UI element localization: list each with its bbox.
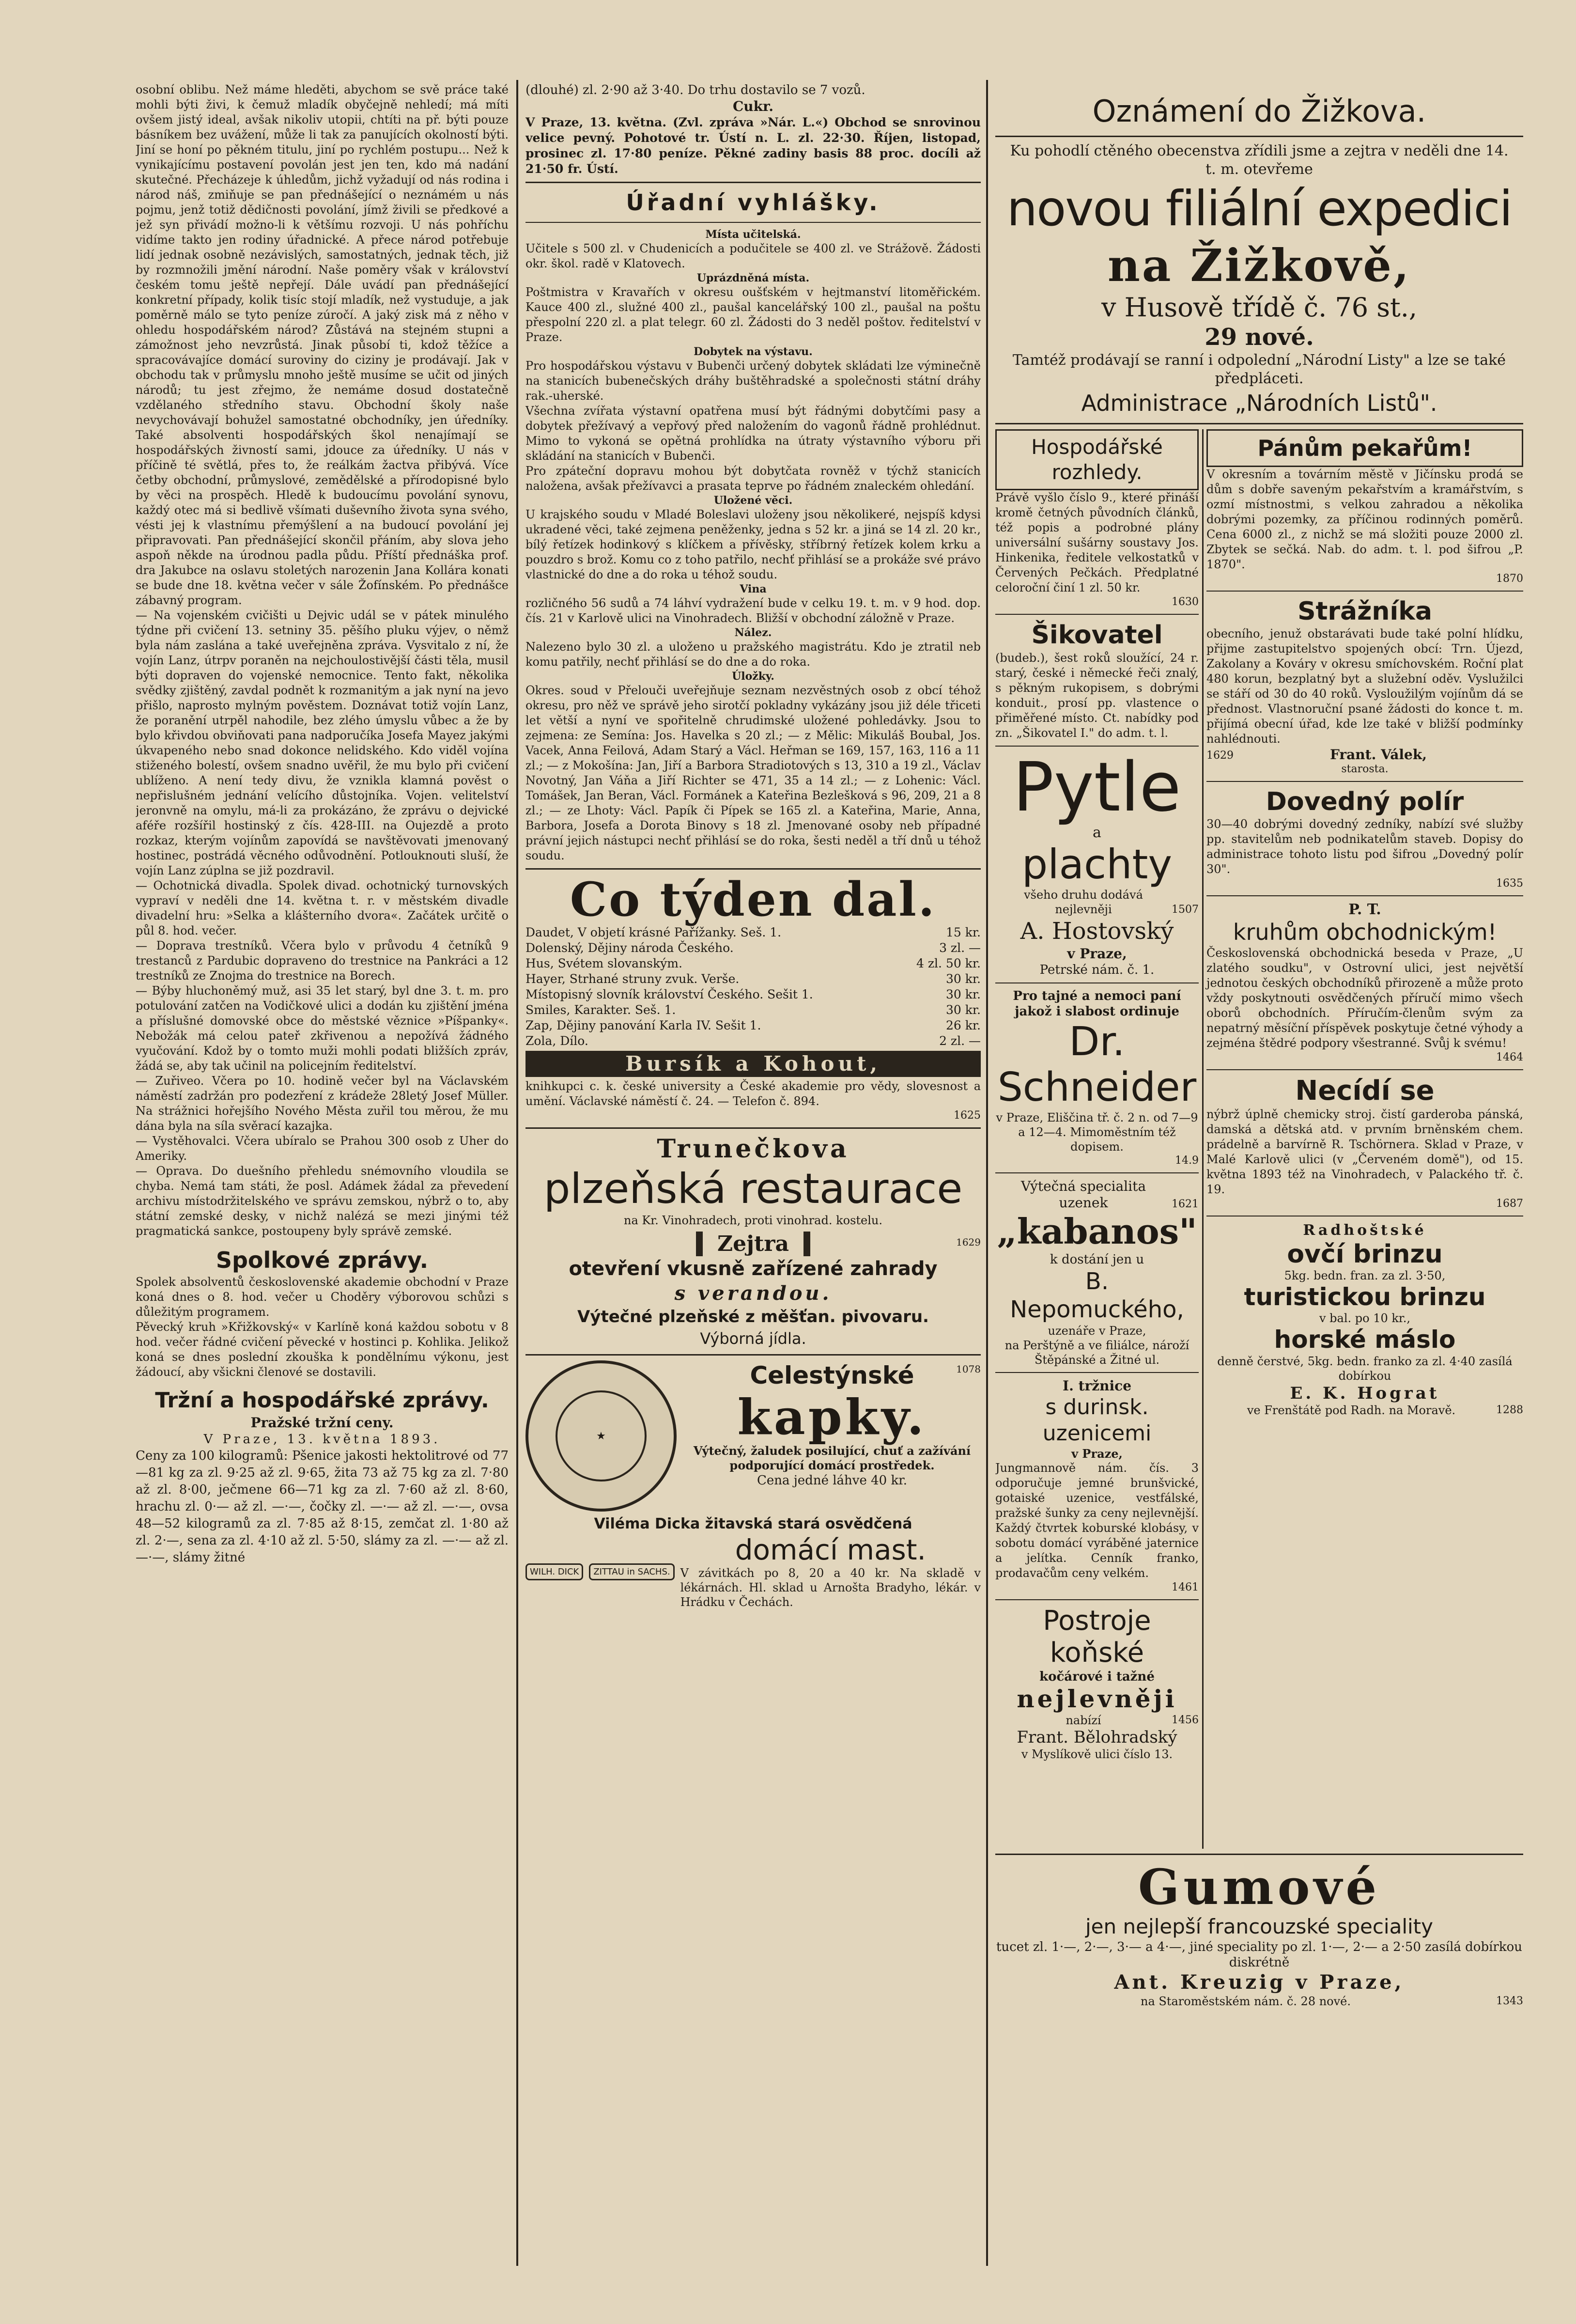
- book-row: [525, 956, 981, 971]
- divider: [995, 614, 1199, 615]
- book-title: Zola, Dílo.: [525, 1034, 588, 1048]
- ad-address: na Staroměstském nám. č. 28 nové.: [1140, 1995, 1351, 2008]
- book-row: [525, 925, 981, 940]
- book-price: 30 kr.: [945, 987, 981, 1001]
- ad-number: 1507: [1172, 904, 1199, 916]
- news-item: Pěvecký kruh »Křižkovský« v Karlíně koná každou sobotu v 8 hod. večer řádné cvičení pěvecké v hostinci p. Kohlika. Jelikož koná se dnes poslední zkouška k pondělnímu výkonu, jest žádoucí, aby všickni členové se dostavili.: [136, 1320, 509, 1379]
- ad-text: nýbrž úplně chemicky stroj. čistí garderoba pánská, damská a dětská atd. v prvním brněnském chem. prádelně a barvírně R. Tschörnera. Sklad v Praze, v Malé Karlově ulici (v „Červeném domě"), od 15. května 1893 též na Vinohradech, v Palackého tř. č. 19.: [1206, 1107, 1523, 1196]
- ad-number: 1630: [1172, 596, 1199, 608]
- article-paragraph: osobní oblibu. Než máme hleděti, abychom se svě práce také mohli býti živi, k čemuž mladík obyčejně nehledí; má míti ovšem jistý ideal, avšak nikoliv utopii, chtíti na př. býti pouze básníkem bez uvážení, může li tak za panujících okolností býti. Jiní se honí po pěkném titulu, jiní po rychlém postupu... Než k vynikajícímu postavení povolán jest jen ten, kdo má nadání skutečné. Přecházeje k úhledům, jichž vyžadují od nás rodina i národ náš, zmiňuje se pan přednášející o neznámém u nás pojmu, jenž totiž dědičnosti povolání, jímž živili se předkové a jež syn přivádí možno-li k většímu rozvoji. U nás pohříchu vidíme takto jen rodiny úřadnické. A přece národ potřebuje lidí jednak osobně nezávislých, samostatných, jednak těch, již by rozmnožili jmění národní. Naše poměry však v království českém tomu ještě nepřejí. Dále uvádí pan přednášející konkretní případy, kolik tisíc stojí mladík, než vystuduje, a jak poměrně málo se tyto peníze zúročí. A jaký zisk má z něho v ohledu hospodářském národ? Zůstává na stejném stupni a zámožnost jeho nevzrůstá. Jinak působí ti, kdož těžíce a spracovávajíce domácí suroviny do ciziny je prodávají. Jak v obchodu tak v průmyslu mnoho ještě musíme se učit od jiných národů; tu jest zřejmo, že nemáme dosud dostatečně vzdělaného středního stavu. Obchodní školy naše nevychovávají bohužel samostatné obchodníky, jen úředníky. Také absolventi hospodářských škol nenajímají se hospodářských živností sami, jdouce za úředníky. U nás v příčině té světlá, přes to, že reálkám žactva přibývá. Více četby obchodní, průmyslové, zemědělské a přírodopisné bylo by věci na prospěch. Hledě k budoucímu povolání synovu, každý otec má si bedlivě všímati duševního života syna svého, vésti jej k vlastnímu přemýšlení a na budoucí povolání jej připravovati. Pan přednášející skončil přáním, aby slova jeho aspoň někde na úrodnou padla půdu. Příští přednáška prof. dra Jakubce na oslavu stoletých narozenin Jana Kollára konati se bude dne 18. května večer v sále Žofínském. Po přednášce zábavný program.: [136, 83, 509, 607]
- ad-address: v Husově třídě č. 76 st.,: [1101, 292, 1418, 323]
- ad-title-main: Gumové: [1138, 1858, 1381, 1916]
- ad-text: 5kg. bedn. fran. za zl. 3·50,: [1284, 1269, 1446, 1282]
- book-title: Dolenský, Dějiny národa Českého.: [525, 941, 734, 955]
- section-subtitle: Cukr.: [733, 98, 773, 114]
- ad-address: Petrské nám. č. 1.: [1039, 963, 1155, 977]
- news-item: Spolek absolventů československé akademie obchodní v Praze koná dnes o 8. hod. večer u Choděry výborovou schůzi s důležitým programem.: [136, 1275, 509, 1319]
- ad-number: 14.9: [1175, 1154, 1199, 1167]
- divider: [995, 1172, 1199, 1173]
- ad-line: Výborná jídla.: [700, 1329, 806, 1348]
- divider: [1206, 781, 1523, 782]
- ad-text: Československá obchodnická beseda v Praze, „U zlatého soudku", v Ostrovní ulici, jest největší jednotou českých obchodníků přirozeně a může proto vždy poskytnouti osvědčených příručí mimo všech oborů obchodních. Příručím-členům svým za nepatrný měsíční příspěvek poskytuje četné výhody a zejména štědré podpory všestranné. Svůj k svému!: [1206, 946, 1523, 1050]
- ad-title: Oznámení do Žižkova.: [1092, 94, 1426, 129]
- ad-text: obecního, jenuž obstarávati bude také polní hlídku, přijme zastupitelstvo spojených obcí: Trn. Újezd, Zakolany a Kováry v okresu smíchovském. Roční plat 480 korun, bezplatný byt a služební oděv. Vyslužilci se stáří od 30 do 40 roků. Vysloužilým vojínům dá se přednost. Vlastnoruční psané žádosti do konce t. m. přijímá obecní úřad, kde lze také v bližší podmínky nahlédnouti.: [1206, 627, 1523, 746]
- ad-number: 1629: [956, 1236, 981, 1248]
- divider: [995, 746, 1199, 747]
- label-logo: ZITTAU in SACHS.: [589, 1563, 674, 1580]
- ad-number: 1343: [1496, 1995, 1523, 2007]
- divider: [525, 1354, 981, 1356]
- section-title: Tržní a hospodářské zprávy.: [155, 1388, 489, 1413]
- ad-text: a: [1093, 824, 1101, 841]
- news-item: — Vystěhovalci. Včera ubíralo se Prahou 300 osob z Uher do Ameriky.: [136, 1134, 509, 1163]
- ad-text: v Praze,: [1071, 1447, 1123, 1461]
- book-price: 2 zl. —: [939, 1034, 981, 1048]
- book-title: Smiles, Karakter. Seš. 1.: [525, 1003, 676, 1017]
- news-item: — Ochotnická divadla. Spolek divad. ochotnický turnovských vypraví v neděli dne 14. května t. r. v městském divadle divadelní hru: »Selka a klášterního dvora«. Začátek určitě o půl 8. hod. večer.: [136, 879, 509, 937]
- divider: [995, 1372, 1199, 1373]
- column-rule: [986, 80, 988, 2266]
- ad-title-main: plachty: [1021, 841, 1173, 888]
- ad-number: 1464: [1496, 1051, 1523, 1063]
- book-row: [525, 1002, 981, 1018]
- ad-line: Viléma Dicka žitavská stará osvědčená: [594, 1515, 912, 1532]
- section-title: Spolkové zprávy.: [216, 1247, 429, 1273]
- notice-heading: Uprázdněná místa.: [696, 272, 810, 284]
- book-price: 26 kr.: [945, 1018, 981, 1032]
- ad-number: 1635: [1496, 877, 1523, 889]
- divider: [525, 182, 981, 183]
- column-left: [136, 82, 509, 2271]
- ad-text: Ku pohodlí ctěného obecenstva zřídili jsme a zejtra v neděli dne 14. t. m. otevřeme: [1010, 142, 1509, 178]
- news-item: — Na vojenském cvičišti u Dejvic udál se v pátek minulého týdne při cvičení 13. setniny 35. pěšího pluku výjev, o němž byla nám zaslána a také uveřejněna zpráva. Vysvitalo z ní, že vojín Lanz, útrpv poraněn na nejchoulostivější části těla, musil býti dopraven do vojenské nemocnice. Tento fakt, několika svědky zjištěný, zavdal podnět k rozmanitým a jak nyní na jevo přišlo, naprosto mylným pověstem. Doznávat totiž vojín Lanz, že poranění utrpěl nahodile, bez zlého úmyslu vůbec a že by bylo křivdou obviňovati pana nadporučíka Josefa Mayez jakými úkvapeného nebo snad dokonce nelidského. Kdo viděl vojína stiženého bolestí, ovšem snadno uvěřil, že mu bylo při cvičení ublíženo. A není tedy divu, že vznikla klamná pověst o nepřislušném jednání velícího důstojníka. Vojen. velitelství jeronvně na omylu, má-li za prokázáno, že zprávu o dejvické aféře rozšířil hostinský z čís. 428-III. na Oujezdě a proto rozkaz, kterým vojínům zapovídá se navštěvovati jmenovaný hostinec, postrádá věcného odůvodnění. Potlouknouti sluší, že vojín Lanz zúplna se již pozdravil.: [136, 608, 509, 877]
- ad-address: v Myslíkově ulici číslo 13.: [1021, 1747, 1173, 1761]
- book-title: Hayer, Strhané struny zvuk. Verše.: [525, 972, 740, 986]
- ad-co-tyden-dal: [525, 874, 981, 1123]
- ad-text: všeho druhu dodává nejlevněji: [1024, 888, 1143, 916]
- ad-text: I. tržnice: [1062, 1378, 1132, 1394]
- ad-subtitle: jen nejlepší francouzské speciality: [1085, 1915, 1433, 1938]
- book-row: [525, 1033, 981, 1049]
- book-title: Zap, Dějiny panování Karla IV. Sešit 1.: [525, 1018, 761, 1032]
- ad-number: 1629: [1206, 749, 1234, 762]
- book-price: 15 kr.: [945, 925, 981, 939]
- ad-title: kruhům obchodnickým!: [1233, 919, 1497, 945]
- label-logo: WILH. DICK: [525, 1563, 583, 1580]
- ad-number: 1456: [1172, 1714, 1199, 1726]
- ad-text: Jungmannově nám. čís. 3 odporučuje jemné brunšvické, gotaiské uzenice, vestfálské, pražské šunky za ceny nejlevnější. Každý čtvrtek koburské klobásy, v sobotu domácí vyráběné jaternice a jelítka. Cenník franko, prodavačům ceny velkém.: [995, 1461, 1199, 1580]
- news-item: — Oprava. Do duešního přehledu snémovního vloudila se chyba. Nemá tam státi, že posl. Adámek žádal za převedení archivu místodržitelského ve správu zemskou, nýbrž o to, aby státní zemské desky, v nichž nalézá se mezi jinými též pragmatická sankce, postoupeny byly správě zemské.: [136, 1164, 509, 1238]
- ad-text: v Praze, Eliščina tř. č. 2 n. od 7—9 a 12—4. Mimoměstním též dopisem.: [996, 1111, 1198, 1154]
- notice-text: Pro hospodářskou výstavu v Bubenči určený dobytek skládati lze výminečně na stanicích bubenečských dráhy buštěhradské a společnosti státní dráhy rak.-uherské.: [525, 359, 981, 403]
- book-title: Daudet, V objetí krásné Pařížanky. Seš. 1.: [525, 925, 782, 939]
- divider: [525, 868, 981, 870]
- ad-title-main: novou filiální expedici: [1006, 180, 1512, 237]
- ad-title: s durinsk. uzenicemi: [1042, 1395, 1152, 1446]
- market-prices: Ceny za 100 kilogramů: Pšenice jakosti hektolitrové od 77—81 kg za zl. 9·25 až zl. 9·65, žita 73 až 75 kg za zl. 7·80 až zl. 8·00, ječmene 66—71 kg za zl. 7·60 až zl. 8·60, hrachu zl. 0·— až zl. —·—, čočky zl. —·— až zl. —·—, ovsa 48—52 kilogramů za zl. 7·85 až 8·15, zemčat zl. 1·80 až zl. 2·—, sena za zl. 4·10 až zl. 5·50, slámy za zl. —·— až zl. —·—, slámy žitné: [136, 1449, 509, 1565]
- ad-title: Pánům pekařům!: [1206, 429, 1523, 467]
- ad-title-main: kapky.: [737, 1388, 927, 1446]
- ad-title: Trunečkova: [657, 1134, 850, 1164]
- book-title: Hus, Svétem slovanským.: [525, 956, 682, 970]
- notice-text: U krajského soudu v Mladé Boleslavi uloženy jsou několikeré, nejspíš kdysi ukradené věci, také zejmena peněženky, jedna s 52 kr. a jiná se 14 zl. 20 kr., bílý řetízek hodinkový s klíčkem a přívěsky, stříbrný řetízek kolem krku a pouzdro s brož. Komu co z toho patřilo, nechť přihlásí se a prokáže své právo vlastnické do dne a do roka u téhož soudu.: [525, 508, 981, 581]
- notice-text: Všechna zvířata výstavní opatřena musí být řádnými dobytčími pasy a dobytek přežívavý a vepřový před naložením do vagonů řádně prohlédnut. Mimo to vykoná se opětná prohlídka na útraty výstavního výboru při skládání na stanicích v Bubenči.: [525, 404, 981, 463]
- ad-number: 1625: [954, 1109, 981, 1122]
- ad-number: 1621: [1172, 1198, 1199, 1210]
- ad-number: 1288: [1496, 1404, 1523, 1416]
- market-prices-cont: (dlouhé) zl. 2·90 až 3·40. Do trhu dostavilo se 7 vozů.: [525, 83, 865, 97]
- ad-title: Strážníka: [1298, 597, 1432, 626]
- column-right: [995, 82, 1523, 2271]
- notice-heading: Místa učitelská.: [705, 228, 801, 241]
- ad-title: Šikovatel: [1031, 621, 1163, 650]
- notice-text: Okres. soud v Přelouči uveřejňuje seznam nezvěstných osob z obcí téhož okresu, pro něž ve správě jeho sirotčí pokladny vykázány jsou již déle třiceti let větší a nyní ve spořitelně chrudimské uložené pohledávky. Jsou to zejmena: ze Semína: Jos. Havelka s 20 zl.; — z Mělic: Mikuláš Boubal, Jos. Vacek, Anna Feilová, Adam Starý a Václ. Heřman se 169, 157, 163, 116 a 11 zl.; — z Mokošína: Jan, Jiří a Barbora Stradiotových s 13, 310 a 19 zl., Václav Novotný, Jan Váňa a Jiří Richter se 471, 35 a 14 zl.; — z Lohenic: Václ. Tomášek, Jan Beran, Václ. Formánek a Kateřina Bezlešková s 96, 209, 21 a 8 zl.; — ze Lhoty: Václ. Papík či Pípek se 165 zl. a Kateřina, Marie, Anna, Barbora, Josefa a Dorota Binovy s 18 zl. Jmenované osoby neb případné právní jejich nástupci nechť přihlásí se do roka, šesti neděl a tří dnů u téhož soudu.: [525, 684, 981, 862]
- ad-address: ve Frenštátě pod Radh. na Moravě.: [1247, 1404, 1456, 1417]
- ad-line: otevření vkusně zařízené zahrady: [569, 1258, 938, 1280]
- book-title: Místopisný slovník království Českého. Sešit 1.: [525, 987, 813, 1001]
- divider: [995, 1599, 1199, 1600]
- news-item: — Zuřiveo. Včera po 10. hodině večer byl na Václavském náměstí zadržán pro podezření z krádeže 28letý Josef Müller. Na strážnici hořejšího Nového Města zuřil tou měrou, že mu dána byla na síla svěrací kazajka.: [136, 1074, 509, 1133]
- notice-heading: Dobytek na výstavu.: [694, 345, 813, 358]
- ad-title: Necídí se: [1295, 1075, 1435, 1107]
- ads-subcolumn-right: [1206, 429, 1523, 1417]
- notice-heading: Vina: [740, 583, 767, 595]
- seal-logo: [525, 1360, 677, 1512]
- ad-text: nabízí: [1066, 1714, 1101, 1727]
- ad-restaurace: [525, 1134, 981, 1349]
- divider: [995, 136, 1523, 137]
- notice-text: Pro zpáteční dopravu mohou být dobytčata rovněž v týchž stanicích naložena, avšak přežívavci a prasata teprve po řádném znaleckém ohledání.: [525, 464, 981, 493]
- ad-text: (budeb.), šest roků sloužící, 24 r. starý, české i německé řeči znalý, s pěkným rukopisem, s dobrými konduit., prosí pp. vlastence o přiměřené místo. Ct. nabídky pod zn. „Šikovatel I." do adm. t. l.: [995, 651, 1199, 740]
- ad-line: s verandou.: [674, 1282, 832, 1305]
- section-subtitle: Pražské tržní ceny.: [250, 1415, 394, 1431]
- ad-number: 1461: [1172, 1581, 1199, 1593]
- ad-zejtra: Zejtra: [696, 1232, 810, 1256]
- ad-text: V závitkách po 8, 20 a 40 kr. Na skladě v lékárnách. Hl. sklad u Arnošta Bradyho, lékár. v Hrádku v Čechách.: [680, 1566, 981, 1609]
- ad-title-main: na Žižkově,: [1107, 239, 1411, 292]
- publisher-address: knihkupci c. k. české university a České akademie pro vědy, slovesnost a umění. Václavské náměstí č. 24. — Telefon č. 894.: [525, 1079, 981, 1108]
- book-row: [525, 987, 981, 1002]
- ad-text: uzenáře v Praze,: [1048, 1324, 1146, 1338]
- ad-address: na Perštýně a ve filiálce, nároží Štěpánské a Žitné ul.: [1004, 1339, 1190, 1367]
- ad-kapky: [525, 1360, 981, 1512]
- ad-title: Postroje koňské: [1043, 1605, 1151, 1669]
- notice-text: rozličného 56 sudů a 74 láhví vydražení bude v celku 19. t. m. v 9 hod. dop. čís. 21 v Karlově ulici na Vinohradech. Bližší v obchodní záložně v Praze.: [525, 596, 981, 625]
- notice-text: Nalezeno bylo 30 zl. a uloženo u pražského magistrátu. Kdo je ztratil neb komu patřily, nechť přihlásí se do dne a do roka.: [525, 640, 981, 669]
- divider: [1206, 591, 1523, 592]
- ad-title-main: „kabanos": [997, 1211, 1197, 1252]
- sugar-report: V Praze, 13. května. (Zvl. zpráva »Nár. L.«) Obchod se snrovinou velice pevný. Pohotové tr. Ústí n. L. zl. 22·30. Říjen, listopad, prosinec zl. 17·80 peníze. Pěkné zadiny basis 88 proc. docíli až 21·50 fr. Ústí.: [525, 115, 981, 176]
- book-row: [525, 940, 981, 956]
- news-item: — Doprava trestníků. Včera bylo v průvodu 4 četníků 9 trestanců z Pardubic dopraveno do trestnice na Pankráci a 12 trestníků ze Znojma do trestnice na Borech.: [136, 939, 509, 983]
- book-list: [525, 925, 981, 1049]
- notice-text: Učitele s 500 zl. v Chudenicích a podučitele se 400 zl. ve Strážově. Žádosti okr. škol. radě v Klatovech.: [525, 242, 981, 270]
- ad-text: k dostání jen u: [1050, 1252, 1144, 1267]
- ad-text: Radhoštské: [1303, 1222, 1427, 1239]
- section-title: Úřadní vyhlášky.: [626, 189, 881, 216]
- ad-title: turistickou brinzu: [1244, 1283, 1486, 1311]
- ad-signature: Administrace „Národních Listů".: [1081, 390, 1437, 416]
- seal-center: ★: [556, 1390, 647, 1482]
- ad-text: Pro tajné a nemoci paní jakož i slabost ordinuje: [1013, 989, 1181, 1019]
- ads-subcolumn-left: [995, 429, 1199, 1761]
- book-price: 30 kr.: [945, 972, 981, 986]
- notice-text: Poštmistra v Kravařích v okresu oušťském v hejtmanství litoměřickém. Kauce 400 zl., služné 400 zl., paušal kancelářský 100 zl., paušal na poštu přespolní 220 zl. a plat telegr. 60 zl. Žádosti do 3 neděl poštov. ředitelství v Praze.: [525, 285, 981, 344]
- book-row: [525, 971, 981, 987]
- ad-title: ovčí brinzu: [1287, 1240, 1443, 1269]
- ad-number: 1687: [1496, 1198, 1523, 1210]
- ad-vendor: Ant. Kreuzig v Praze,: [1114, 1971, 1405, 1994]
- ad-title-main: Pytle: [1013, 748, 1181, 827]
- ad-number: 1078: [956, 1363, 981, 1375]
- book-price: 30 kr.: [945, 1003, 981, 1017]
- ad-line: Výtečné plzeňské z měšťan. pivovaru.: [577, 1307, 929, 1326]
- ad-text: Tamtéž prodávají se ranní i odpolední „Národní Listy" a lze se také předpláceti.: [1012, 352, 1506, 387]
- ad-title-main: plzeňská restaurace: [543, 1165, 963, 1213]
- ad-text: starosta.: [1341, 763, 1389, 775]
- divider: [1206, 895, 1523, 896]
- divider: [995, 423, 1523, 424]
- ad-title: horské máslo: [1274, 1326, 1456, 1354]
- ad-title-main: domácí mast.: [735, 1533, 926, 1566]
- ad-title-main: nejlevněji: [1017, 1685, 1177, 1713]
- ad-text: denně čerstvé, 5kg. bedn. franko za zl. 4·40 zasílá dobírkou: [1217, 1355, 1513, 1383]
- ad-text: kočárové i tažné: [1039, 1669, 1155, 1684]
- ad-title: Hospodářské rozhledy.: [995, 429, 1199, 490]
- ad-text: Právě vyšlo číslo 9., které přináší kromě četných původních článků, též popis a podrobné plány universální sušárny soustavy Jos. Hinkenika, ředitele velkostatků v Červených Pečkách. Předplatné celoroční činí 1 zl. 50 kr.: [995, 491, 1199, 594]
- ad-vendor: Frant. Bělohradský: [1017, 1728, 1177, 1747]
- ad-text: 30—40 dobrými dovedný zedníky, nabízí své služby pp. stavitelům neb podnikatelům staveb. Dopisy do administrace tohoto listu pod šifrou „Dovedný polír 30".: [1206, 817, 1523, 876]
- divider: [995, 1854, 1523, 1855]
- ad-title: Co týden dal.: [570, 872, 937, 927]
- ad-text: Výtečný, žaludek posilující, chuť a zažívání podporující domácí prostředek.: [693, 1444, 971, 1472]
- ad-subtitle: na Kr. Vinohradech, proti vinohrad. kostelu.: [623, 1214, 883, 1227]
- divider: [525, 1127, 981, 1129]
- ad-text: Výtečná specialita uzenek: [1020, 1178, 1146, 1211]
- ad-title: Dovedný polír: [1266, 787, 1464, 816]
- ad-text: v Praze,: [1067, 946, 1127, 962]
- ad-address: 29 nové.: [1205, 324, 1314, 351]
- ad-title: Celestýnské: [750, 1361, 914, 1389]
- ad-vendor: B. Nepomuckého,: [1010, 1268, 1184, 1323]
- notice-heading: Uložené věci.: [713, 494, 793, 507]
- dateline: V Praze, 13. května 1893.: [203, 1432, 441, 1447]
- book-price: 3 zl. —: [939, 941, 981, 955]
- divider: [525, 222, 981, 223]
- ad-vendor: A. Hostovský: [1020, 918, 1174, 945]
- ads-grid: [995, 429, 1523, 1849]
- ad-title-main: Dr. Schneider: [997, 1019, 1197, 1110]
- divider: [1206, 1069, 1523, 1070]
- ad-vendor: E. K. Hograt: [1290, 1384, 1440, 1403]
- ad-signature: Frant. Válek,: [1330, 747, 1427, 763]
- book-price: 4 zl. 50 kr.: [916, 956, 981, 970]
- ad-text: P. T.: [1348, 901, 1381, 918]
- notice-heading: Úložky.: [732, 670, 774, 683]
- ad-publisher-name: Bursík a Kohout,: [525, 1051, 981, 1077]
- book-row: [525, 1018, 981, 1033]
- ad-text: v bal. po 10 kr.,: [1319, 1311, 1411, 1325]
- ad-number: 1870: [1496, 573, 1523, 585]
- news-item: — Býby hluchoněmý muž, asi 35 let starý, byl dne 3. t. m. pro potulování zatčen na Vodičkové ulici a dodán ku zjištění jména a příslušné domovské obce do městské věznice »Píšpanky«. Nebožák má celou pateř zkřivenou a nepožívá žádného vyučování. Kdož by o tomto muži mohli podati bližších zpráv, žádá se, aby tak učinil na policejním ředitelství.: [136, 984, 509, 1073]
- column-rule: [516, 80, 518, 2266]
- notice-heading: Nález.: [734, 626, 772, 639]
- divider: [1206, 1216, 1523, 1217]
- ad-text: V okresním a továrním městě v Jičínsku prodá se dům s dobře saveným pekařstvím a kramářstvím, s ozmí místnostmi, s velkou zahradou a několika dobrými pozemky, za příčinou rodinných poměrů. Cena 6000 zl., z nichž se má složiti pouze 2000 zl. Zbytek se sečká. Nab. do adm. t. l. pod šifrou „P. 1870".: [1206, 468, 1523, 571]
- column-middle: [525, 82, 981, 2271]
- column-rule: [1202, 429, 1204, 1849]
- ad-text: tucet zl. 1·—, 2·—, 3·— a 4·—, jiné speciality po zl. 1·—, 2·— a 2·50 zasílá dobírkou diskrétně: [996, 1940, 1522, 1970]
- ad-price: Cena jedné láhve 40 kr.: [757, 1473, 908, 1488]
